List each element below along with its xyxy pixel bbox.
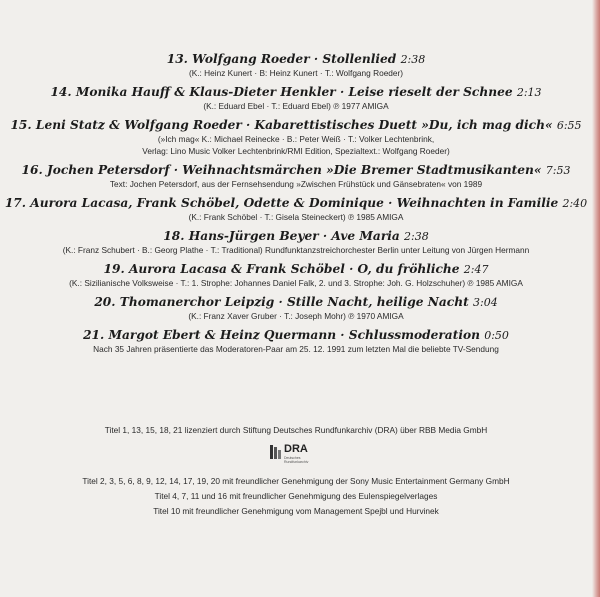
track-list (0, 46, 592, 355)
track-title: 14. Monika Hauff & Klaus-Dieter Henkler · Leise rieselt der Schnee (50, 85, 513, 99)
track-credits: (K.: Franz Schubert · B.: Georg Plathe · T.: Traditional) Rundfunktanzstreichorchester Berlin unter Leitung von Jürgen Hermann (62, 245, 530, 255)
track-duration: 2:38 (404, 230, 429, 243)
dra-logo-mark-icon (270, 445, 282, 459)
track-credits: (K.: Eduard Ebel · T.: Eduard Ebel) ℗ 1977 AMIGA (203, 101, 389, 111)
track-duration: 2:40 (562, 197, 588, 210)
track-title: 17. Aurora Lacasa, Frank Schöbel, Odette & Dominique · Weihnachten in Familie (4, 196, 559, 210)
track-17 (0, 196, 592, 223)
track-credits: Verlag: Lino Music Volker Lechtenbrink/RMI Edition, Spezialtext.: Wolfgang Roeder) (142, 146, 450, 156)
track-title: 19. Aurora Lacasa & Frank Schöbel · O, du fröhliche (103, 262, 460, 276)
track-duration: 2:13 (516, 86, 542, 99)
track-21 (0, 328, 592, 355)
track-18 (0, 229, 592, 256)
track-13 (0, 52, 592, 79)
dra-logo-text: DRA (284, 443, 308, 455)
track-16 (0, 163, 592, 190)
track-14 (0, 85, 592, 112)
dra-logo (270, 443, 318, 465)
track-19 (0, 262, 592, 289)
track-title: 18. Hans-Jürgen Beyer · Ave Maria (163, 229, 400, 243)
track-duration: 0:50 (484, 329, 509, 342)
dra-logo-subtext: Deutsches Rundfunkarchiv (284, 456, 309, 464)
track-credits: Text: Jochen Petersdorf, aus der Fernsehsendung »Zwischen Frühstück und Gänsebraten« von 1989 (109, 179, 483, 189)
track-title: 16. Jochen Petersdorf · Weihnachtsmärchen »Die Bremer Stadtmusikanten« (21, 163, 542, 177)
track-credits: (K.: Heinz Kunert · B: Heinz Kunert · T.: Wolfgang Roeder) (188, 68, 404, 78)
track-credits: (»Ich mag« K.: Michael Reinecke · B.: Peter Weiß · T.: Volker Lechtenbrink, (157, 134, 435, 144)
track-credits: (K.: Frank Schöbel · T.: Gisela Steineckert) ℗ 1985 AMIGA (188, 212, 404, 222)
track-title: 13. Wolfgang Roeder · Stollenlied (166, 52, 397, 66)
track-credits: Nach 35 Jahren präsentierte das Moderatoren-Paar am 25. 12. 1991 zum letzten Mal die beliebte TV-Sendung (93, 344, 499, 354)
track-duration: 7:53 (545, 164, 571, 177)
license-sony: Titel 2, 3, 5, 6, 8, 9, 12, 14, 17, 19, 20 mit freundlicher Genehmigung der Sony Music Entertainment Germany GmbH (82, 476, 510, 486)
license-spejbl: Titel 10 mit freundlicher Genehmigung vom Management Spejbl und Hurvinek (153, 506, 439, 516)
track-title: 15. Leni Statz & Wolfgang Roeder · Kabarettistisches Duett »Du, ich mag dich« (10, 118, 553, 132)
track-duration: 6:55 (556, 119, 582, 132)
track-credits: (K.: Sizilianische Volksweise · T.: 1. Strophe: Johannes Daniel Falk, 2. und 3. Strophe: Joh. G. Holzschuher) ℗ 1985 AMIGA (69, 278, 523, 288)
track-duration: 2:47 (463, 263, 489, 276)
track-duration: 3:04 (472, 296, 498, 309)
track-20 (0, 295, 592, 322)
track-duration: 2:38 (400, 53, 426, 66)
license-dra: Titel 1, 13, 15, 18, 21 lizenziert durch Stiftung Deutsches Rundfunkarchiv (DRA) über RBB Media GmbH (104, 425, 488, 435)
track-15 (0, 118, 592, 157)
track-title: 21. Margot Ebert & Heinz Quermann · Schlussmoderation (83, 328, 480, 342)
red-edge-stripe (592, 0, 600, 597)
track-credits: (K.: Franz Xaver Gruber · T.: Joseph Mohr) ℗ 1970 AMIGA (188, 311, 404, 321)
track-title: 20. Thomanerchor Leipzig · Stille Nacht, heilige Nacht (94, 295, 469, 309)
license-eulenspiegel: Titel 4, 7, 11 und 16 mit freundlicher Genehmigung des Eulenspiegelverlages (154, 491, 438, 501)
